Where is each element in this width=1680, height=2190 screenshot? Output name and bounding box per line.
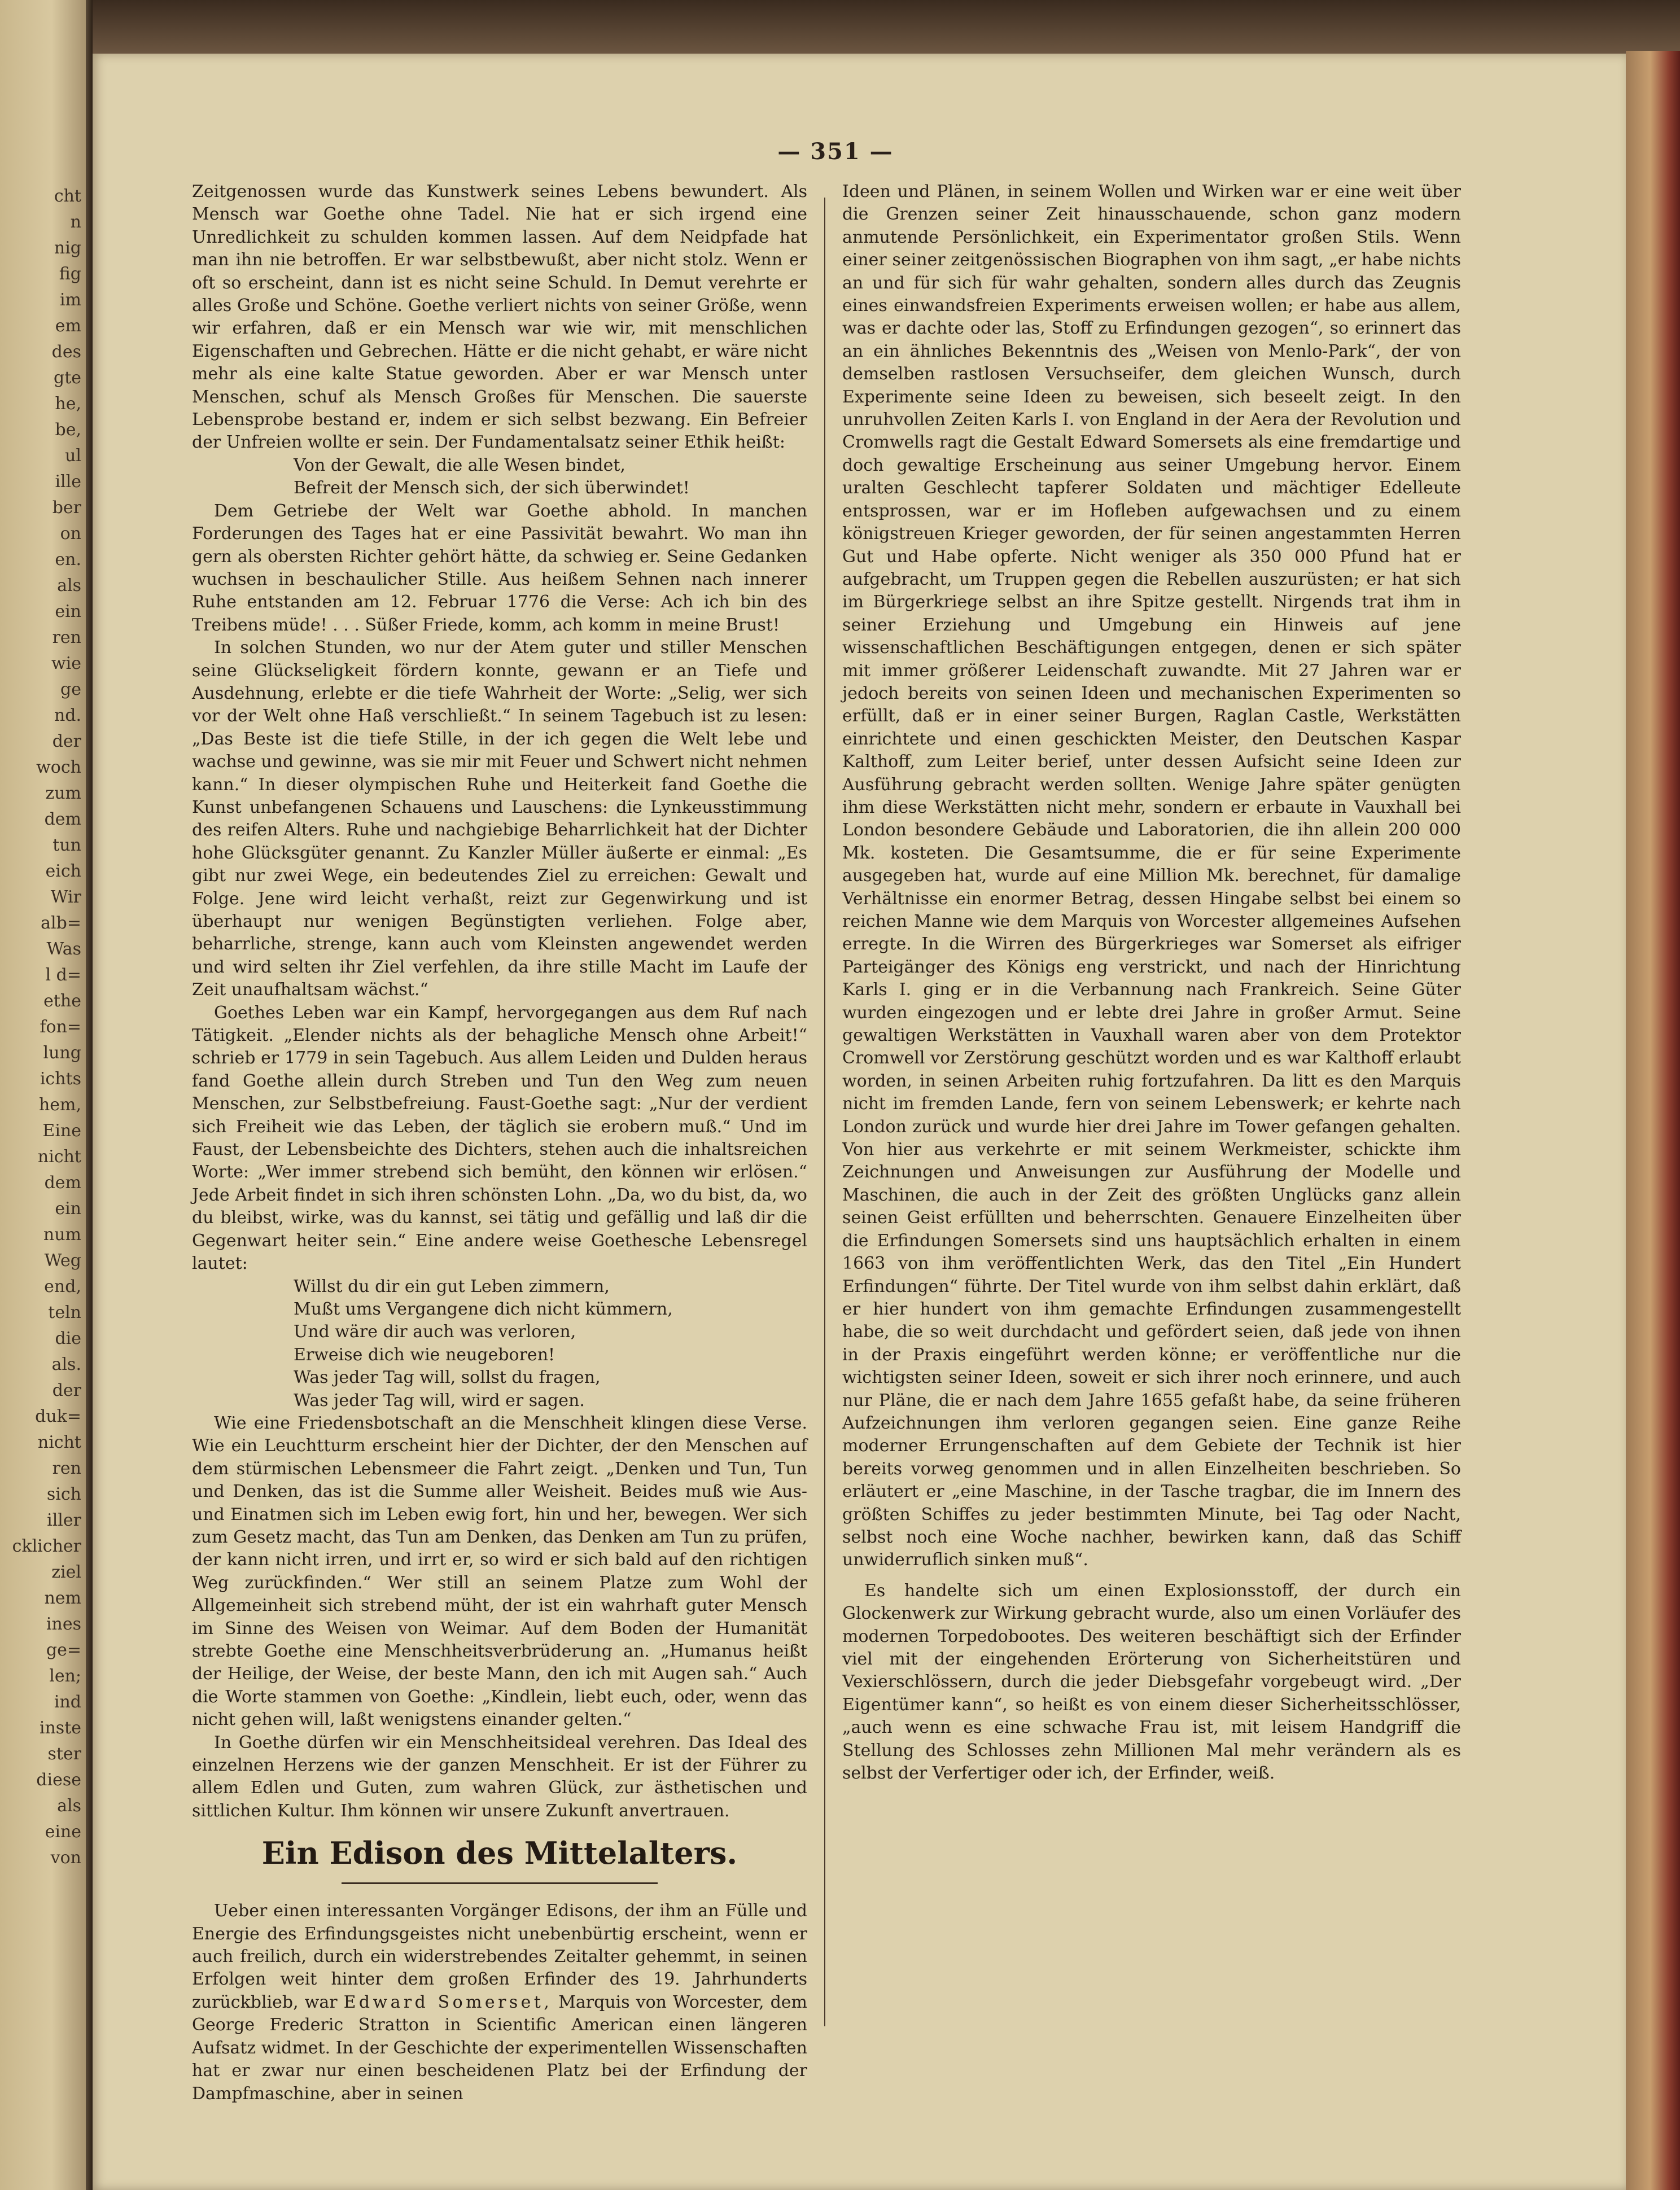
paragraph-text: Marquis von Worcester, dem George Frederic Stratton in Scientific American einen längeren Aufsatz widmet. In der Geschichte der experimentellen Wissenschaften hat er zwar nur einen bescheidenen Platz bei der Erfindung der Dampfmaschine, aber in seinen	[192, 1992, 807, 2104]
verse-line: Erweise dich wie neugeboren!	[294, 1344, 555, 1365]
facing-page-fragment: dem	[44, 809, 81, 829]
facing-page-fragment: ge=	[46, 1640, 81, 1660]
facing-page-fragment: ethe	[43, 991, 81, 1011]
verse	[294, 1276, 807, 1412]
paragraph: Ideen und Plänen, in seinem Wollen und Wirken war er eine weit über die Grenzen seiner Zeit hinausschauende, schon ganz modern anmutende Persönlichkeit, ein Experimentator großen Stils. Wenn einer seiner zeitgenössischen Biographen von ihm sagt, „er habe nichts an und für sich für wahr gehalten, sondern alles durch das Zeugnis eines einwandsfreien Experiments erweisen wollen; er habe aus allem, was er dachte oder las, Stoff zu Erfindungen gezogen“, so erinnert das an ein ähnliches Bekenntnis des „Weisen von Menlo-Park“, der von demselben rastlosen Versuchseifer, dem gleichen Wunsch, durch Experimente seine Ideen zu beweisen, sich beseelt zeigt. In den unruhvollen Zeiten Karls I. von England in der Aera der Revolution und Cromwells ragt die Gestalt Edward Somersets als eine fremdartige und doch gewaltige Erscheinung aus seiner Umgebung hervor. Einem uralten Geschlecht tapferer Soldaten und mächtiger Edelleute entsprossen, war er im Hofleben aufgewachsen und zu einem königstreuen Krieger geworden, der für seinen angestammten Herren Gut und Habe opferte. Nicht weniger als 350 000 Pfund hat er aufgebracht, um Truppen gegen die Rebellen auszurüsten; er hat sich im Bürgerkriege selbst an ihre Spitze gestellt. Nirgends trat ihm in seiner Erziehung und Umgebung ein Hinweis auf jene wissenschaftlichen Beschäftigungen entgegen, denen er sich später mit immer größerer Leidenschaft zuwandte. Mit 27 Jahren war er jedoch bereits von seinen Ideen und mechanischen Experimenten so erfüllt, daß er in einer seiner Burgen, Raglan Castle, Werkstätten einrichtete und einen geschickten Meister, den Deutschen Kaspar Kalthoff, zum Leiter berief, unter dessen Aufsicht seine Ideen zur Ausführung gebracht werden sollten. Wenige Jahre später genügten ihm diese Werkstätten nicht mehr, sondern er erbaute in Vauxhall bei London besondere Gebäude und Laboratorien, die ihn allein 200 000 Mk. kosteten. Die Gesamtsumme, die er für seine Experimente ausgegeben hat, wurde auf eine Million Mk. berechnet, für damalige Verhältnisse ein enormer Betrag, dessen Hingabe selbst bei einem so reichen Manne wie dem Marquis von Worcester allgemeines Aufsehen erregte. In die Wirren des Bürgerkrieges war Somerset als eifriger Parteigänger des Königs eng verstrickt, und nach der Hinrichtung Karls I. ging er in die Verbannung nach Frankreich. Seine Güter wurden eingezogen und er lebte drei Jahre in großer Armut. Seine gewaltigen Werkstätten in Vauxhall waren aber von dem Protektor Cromwell vor Zerstörung geschützt worden und es war Kalthoff erlaubt worden, in seinen Arbeiten ruhig fortzufahren. Da litt es den Marquis nicht im fremden Lande, fern von seinem Lebenswerk; er kehrte nach London zurück und wurde hier drei Jahre im Tower gefangen gehalten. Von hier aus verkehrte er mit seinem Werkmeister, schickte ihm Zeichnungen und Anweisungen zur Ausführung der Modelle und Maschinen, die auch in der Zeit des größten Unglücks ganz allein seinen Geist erfüllten und beherrschten. Genauere Einzelheiten über die Erfindungen Somersets sind uns hauptsächlich erhalten in einem 1663 von ihm veröffentlichten Werk, das den Titel „Ein Hundert Erfindungen“ führte. Der Titel wurde von ihm selbst dahin erklärt, daß er hier hundert von ihm gemachte Erfindungen zusammengestellt habe, die so weit durchdacht und gefördert seien, daß jede von ihnen in der Praxis eingeführt werden könne; er veröffentliche nur die wichtigsten seiner Ideen, soweit er sich ihrer noch erinnere, und auch nur Pläne, die er nach dem Jahre 1655 gefaßt habe, da seine früheren Aufzeichnungen ihm verloren gegangen seien. Eine ganze Reihe moderner Errungenschaften auf dem Gebiete der Technik ist hier bereits vorweg genommen und in allen Einzelheiten beschrieben. So erläutert er „eine Maschine, in der Tasche tragbar, die im Innern des größten Schiffes zu jeder bestimmten Minute, bei Tag oder Nacht, selbst noch eine Woche nachher, bewirken kann, daß das Schiff unwiderruflich sinken muß“.	[842, 182, 1461, 1570]
verse-line: Mußt ums Vergangene dich nicht kümmern,	[294, 1299, 673, 1319]
facing-page-fragment: der	[52, 1381, 81, 1400]
facing-page-fragment: teln	[48, 1303, 81, 1322]
paragraph: Goethes Leben war ein Kampf, hervorgegangen aus dem Ruf nach Tätigkeit. „Elender nichts als der behagliche Mensch ohne Arbeit!“ schrieb er 1779 in sein Tagebuch. Aus allem Leiden und Dulden heraus fand Goethe allein durch Streben und Tun den Weg zum neuen Menschen, zur Selbstbefreiung. Faust-Goethe sagt: „Nur der verdient sich Freiheit wie das Leben, der täglich sie erobern muß.“ Und im Faust, der Lebensbeichte des Dichters, stehen auch die inhaltsreichen Worte: „Wer immer strebend sich bemüht, den können wir erlösen.“ Jede Arbeit findet in sich ihren schönsten Lohn. „Da, wo du bist, da, wo du bleibst, wirke, was du kannst, sei tätig und gefällig und laß dir die Gegenwart heiter sein.“ Eine andere weise Goethesche Lebensregel lautet:	[192, 1002, 807, 1274]
facing-page-fragment: len;	[49, 1666, 81, 1686]
verse	[294, 454, 807, 500]
facing-page-fragment: zum	[45, 783, 81, 803]
facing-page-fragment: die	[55, 1329, 81, 1348]
facing-page-fragment: en.	[55, 550, 81, 570]
facing-page-fragment: sich	[46, 1484, 81, 1504]
facing-page-fragment: tun	[53, 835, 81, 855]
facing-page-fragment: inste	[39, 1718, 81, 1738]
facing-page-fragment: eich	[45, 861, 81, 881]
facing-page-fragment: woch	[36, 757, 81, 777]
facing-page-fragment: duk=	[35, 1407, 81, 1426]
facing-page-fragment: nicht	[37, 1433, 81, 1452]
facing-page-fragment: nicht	[37, 1147, 81, 1167]
facing-page-fragment: ren	[52, 628, 81, 647]
facing-page-fragment: ber	[52, 498, 81, 518]
facing-page-fragment: im	[59, 290, 81, 310]
facing-page-fragment: he,	[55, 394, 81, 414]
verse-line: Was jeder Tag will, wird er sagen.	[294, 1390, 585, 1411]
paragraph: In solchen Stunden, wo nur der Atem guter und stiller Menschen seine Glückseligkeit fördern konnte, gewann er an Tiefe und Ausdehnung, erlebte er die tiefe Wahrheit der Worte: „Selig, wer sich vor der Welt ohne Haß verschließt.“ In seinem Tagebuch ist zu lesen: „Das Beste ist die tiefe Stille, in der ich gegen die Welt lebe und wachse und gewinne, was sie mir mit Feuer und Schwert nicht nehmen kann.“ In dieser olympischen Ruhe und Heiterkeit fand Goethe die Kunst unbefangenen Schauens und Lauschens: die Lynkeusstimmung des reifen Alters. Ruhe und nachgiebige Beharrlichkeit hat der Dichter hohe Glücksgüter genannt. Zu Kanzler Müller äußerte er einmal: „Es gibt nur zwei Wege, ein bedeutendes Ziel zu erreichen: Gewalt und Folge. Jene wird leicht verhaßt, reizt zur Gegenwirkung und ist überhaupt nur wenigen Begünstigten verliehen. Folge aber, beharrliche, strenge, kann auch vom Kleinsten angewendet werden und wird selten ihr Ziel verfehlen, da ihre stille Macht im Laufe der Zeit unaufhaltsam wächst.“	[192, 638, 807, 1000]
facing-page-fragment: ul	[65, 446, 81, 466]
person-name: Edward Somerset,	[343, 1992, 553, 2012]
column-divider	[824, 198, 825, 2026]
facing-page-fragment: ge	[60, 680, 81, 699]
left-column	[192, 181, 807, 2105]
right-column	[842, 181, 1461, 1785]
facing-page-fragment: ind	[54, 1692, 81, 1712]
facing-page-fragment: wie	[51, 654, 81, 673]
facing-page-fragment: fon=	[40, 1017, 81, 1037]
facing-page-fragment: lung	[43, 1043, 81, 1063]
article-headline: Ein Edison des Mittelalters.	[261, 1835, 738, 1872]
verse-line: Befreit der Mensch sich, der sich überwindet!	[294, 478, 690, 498]
facing-page-fragment: als	[57, 1796, 81, 1816]
facing-page-fragment: gte	[53, 368, 81, 388]
facing-page-fragment: em	[55, 316, 81, 336]
facing-page-fragment: ines	[46, 1614, 81, 1634]
facing-page-fragment: als.	[51, 1355, 81, 1374]
book-gutter	[86, 0, 93, 2190]
facing-page-fragment: nig	[54, 238, 81, 258]
facing-page-fragment: nem	[44, 1588, 81, 1608]
headline-rule	[342, 1882, 658, 1884]
paragraph: Wie eine Friedensbotschaft an die Menschheit klingen diese Verse. Wie ein Leuchtturm erscheint hier der Dichter, der den Menschen auf dem stürmischen Lebensmeer die Fahrt zeigt. „Denken und Tun, Tun und Denken, das ist die Summe aller Weisheit. Beides muß wie Aus- und Einatmen sich im Leben ewig fort, hin und her, bewegen. Wer sich zum Gesetz macht, das Tun am Denken, das Denken am Tun zu prüfen, der kann nicht irren, und irrt er, so wird er sich bald auf den richtigen Weg zurückfinden.“ Wer still an seinem Platze zum Wohl der Allgemeinheit sich strebend müht, der ist ein wahrhaft guter Mensch im Sinne des Weisen von Weimar. Auf dem Boden der Humanität strebte Goethe eine Menschheitsverbrüderung an. „Humanus heißt der Heilige, der Weise, der beste Mann, den ich mit Augen sah.“ Auch die Worte stammen von Goethe: „Kindlein, liebt euch, oder, wenn das nicht gehen will, laßt wenigstens einander gelten.“	[192, 1413, 807, 1730]
facing-page-fragment: von	[50, 1848, 81, 1868]
paragraph: Es handelte sich um einen Explosionsstoff, der durch ein Glockenwerk zur Wirkung gebracht wurde, also um einen Vorläufer des modernen Torpedobootes. Des weiteren beschäftigt sich der Erfinder viel mit der eingehenden Erörterung von Sicherheitstüren und Vexierschlössern, durch die jeder Diebsgefahr vorgebeugt wird. „Der Eigentümer kann“, so heißt es von einem dieser Sicherheitsschlösser, „auch wenn es eine schwache Frau ist, mit leisem Handgriff die Stellung des Schlosses zehn Millionen Mal mehr verändern als es selbst der Verfertiger oder ich, der Erfinder, weiß.	[842, 1580, 1461, 1784]
facing-page-fragment: nd.	[54, 706, 81, 725]
facing-page-fragment: ziel	[51, 1562, 81, 1582]
facing-page-fragment: on	[60, 524, 81, 544]
facing-page-fragment: l d=	[45, 965, 81, 985]
paragraph: Dem Getriebe der Welt war Goethe abhold. In manchen Forderungen des Tages hat er eine Passivität bewahrt. Wo man ihn gern als obersten Richter gehört hätte, da schwieg er. Seine Gedanken wuchsen in beschaulicher Stille. Aus heißem Sehnen nach innerer Ruhe entstanden am 12. Februar 1776 die Verse: Ach ich bin des Treibens müde! . . . Süßer Friede, komm, ach komm in meine Brust!	[192, 501, 807, 635]
facing-page-fragment: cklicher	[12, 1536, 81, 1556]
page-number: — 351 —	[777, 138, 894, 165]
facing-page-fragment: hem,	[38, 1095, 81, 1115]
facing-page-fragment: ster	[47, 1744, 81, 1764]
facing-page-fragment: n	[70, 212, 81, 232]
verse-line: Willst du dir ein gut Leben zimmern,	[294, 1276, 610, 1297]
facing-page-fragment: Weg	[44, 1251, 81, 1271]
facing-page-fragment: iller	[47, 1510, 81, 1530]
facing-page-fragment: cht	[54, 186, 81, 206]
facing-page-fragment: ein	[55, 1199, 81, 1219]
facing-page-fragment: Was	[46, 939, 81, 959]
scan-background-top	[93, 0, 1680, 54]
paragraph: Zeitgenossen wurde das Kunstwerk seines Lebens bewundert. Als Mensch war Goethe ohne Tadel. Nie hat er sich irgend eine Unredlichkeit zu schulden kommen lassen. Auf dem Neidpfade hat man ihn nie betroffen. Er war selbstbewußt, aber nicht stolz. Wenn er oft so erscheint, dann ist es nicht seine Schuld. In Demut verehrte er alles Große und Schöne. Goethe verliert nichts von seiner Größe, wenn wir erfahren, daß er ein Mensch war wie wir, mit menschlichen Eigenschaften und Gebrechen. Hätte er die nicht gehabt, er wäre nicht mehr als eine kalte Statue geworden. Aber er war Mensch unter Menschen, schuf als Mensch Großes für Menschen. Die sauerste Lebensprobe bestand er, indem er sich selbst bezwang. Ein Befreier der Unfreien wollte er sein. Der Fundamentalsatz seiner Ethik heißt:	[192, 182, 807, 453]
facing-page-fragment: Wir	[50, 887, 81, 907]
verse-line: Und wäre dir auch was verloren,	[294, 1322, 576, 1342]
facing-page-fragment: ichts	[40, 1069, 81, 1089]
facing-page-edge	[0, 0, 86, 2190]
facing-page-fragment: fig	[59, 264, 81, 284]
paragraph	[192, 1900, 807, 2105]
facing-page-fragment: dem	[44, 1173, 81, 1193]
facing-page-fragment: der	[52, 732, 81, 751]
facing-page-fragment: Eine	[42, 1121, 81, 1141]
verse-line: Was jeder Tag will, sollst du fragen,	[294, 1368, 601, 1388]
facing-page-fragment: des	[51, 342, 81, 362]
verse-line: Von der Gewalt, die alle Wesen bindet,	[294, 455, 625, 475]
paragraph-text: Ueber einen interessanten Vorgänger Edisons, der ihm an Fülle und Energie des Erfindungsgeistes nicht unebenbürtig erscheint, wenn er auch freilich, durch ein widerstrebendes Zeitalter gehemmt, in seinen Erfolgen weit hinter dem großen Erfinder des 19. Jahrhunderts zurückblieb, war	[192, 1901, 807, 2012]
facing-page-fragment: ille	[55, 472, 81, 492]
facing-page-fragment: alb=	[41, 913, 81, 933]
book-edge-right	[1626, 51, 1680, 2190]
facing-page-fragment: ren	[52, 1458, 81, 1478]
paragraph: In Goethe dürfen wir ein Menschheitsideal verehren. Das Ideal des einzelnen Herzens wie der ganzen Menschheit. Er ist der Führer zu allem Edlen und Guten, zum wahren Glück, zur ästhetischen und sittlichen Kultur. Ihm können wir unsere Zukunft anvertrauen.	[192, 1732, 807, 1821]
facing-page-fragment: end,	[44, 1277, 81, 1297]
facing-page-fragment: num	[43, 1225, 81, 1245]
facing-page-fragment: eine	[45, 1822, 81, 1842]
facing-page-fragment: als	[57, 576, 81, 595]
facing-page-fragment: ein	[55, 602, 81, 621]
facing-page-fragment: be,	[55, 420, 81, 440]
facing-page-fragment: diese	[36, 1770, 81, 1790]
